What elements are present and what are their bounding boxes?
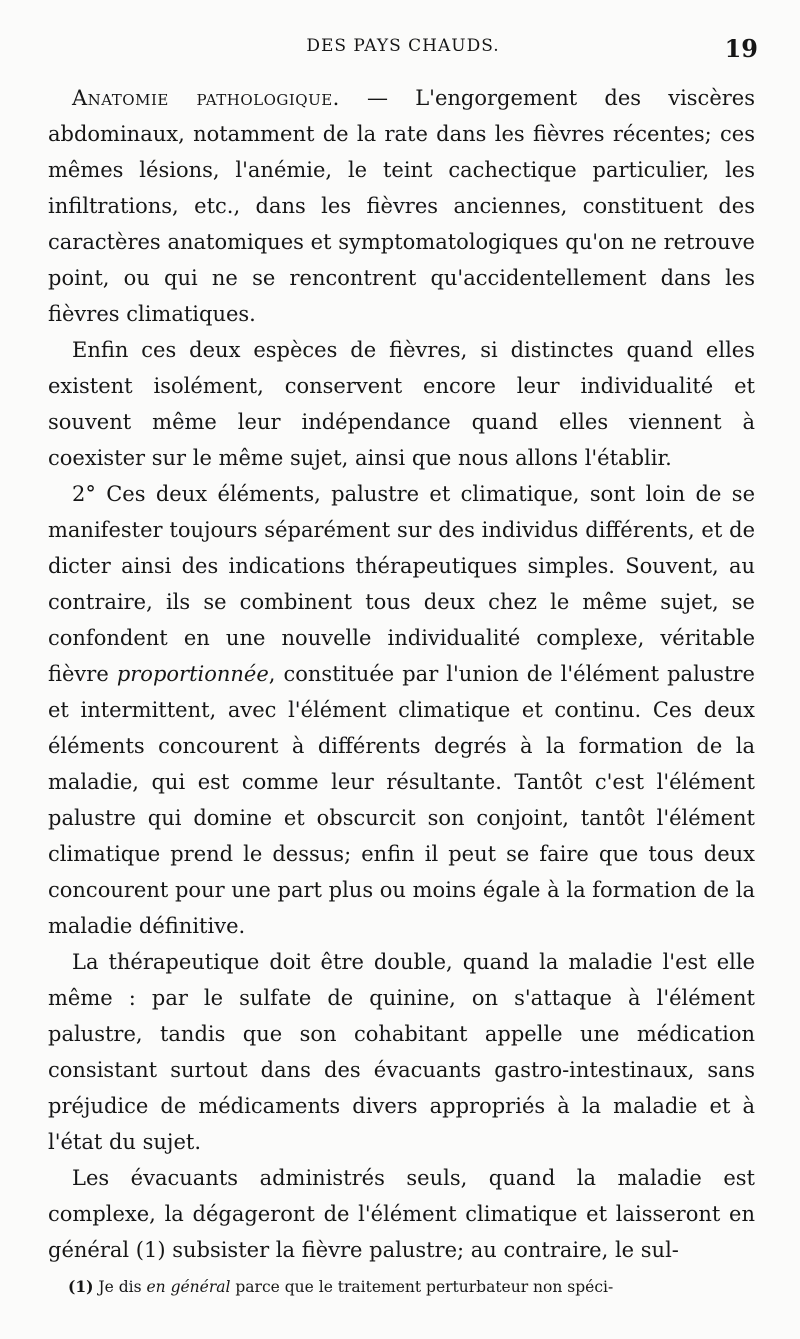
heading-dash: — bbox=[367, 86, 389, 110]
paragraph-text: 2° Ces deux éléments, palustre et climatique, sont loin de se manifester toujours séparément sur des individus différents, et de dicter ainsi des indications thérapeutiques simples. Souvent, au contraire, ils se combinent tous deux chez le même sujet, se confondent en une nouvelle individualité complexe, véritable fièvre bbox=[48, 482, 755, 686]
section-heading: Anatomie pathologique. bbox=[72, 86, 340, 110]
body-text bbox=[48, 80, 755, 1268]
paragraph-elements bbox=[48, 476, 755, 944]
footnote-emphasis: en général bbox=[146, 1278, 231, 1296]
paragraph-therapeutique: La thérapeutique doit être double, quand la maladie l'est elle même : par le sulfate de quinine, on s'attaque à l'élément palustre, tandis que son cohabitant appelle une médication consistant surtout dans des évacuants gastro-intestinaux, sans préjudice de médicaments divers appropriés à la maladie et à l'état du sujet. bbox=[48, 950, 755, 1154]
emphasis-text: proportionnée bbox=[116, 662, 269, 686]
paragraph-text: , constituée par l'union de l'élément palustre et intermittent, avec l'élément climatique et continu. Ces deux éléments concourent à différents degrés à la formation de la maladie, qui est comme leur résultante. Tantôt c'est l'élément palustre qui domine et obscurcit son conjoint, tantôt l'élément climatique prend le dessus; enfin il peut se faire que tous deux concourent pour une part plus ou moins égale à la formation de la maladie définitive. bbox=[48, 662, 755, 938]
footnote-mark: (1) bbox=[68, 1277, 94, 1296]
paragraph-enfin: Enfin ces deux espèces de fièvres, si distinctes quand elles existent isolément, conservent encore leur individualité et souvent même leur indépendance quand elles viennent à coexister sur le même sujet, ainsi que nous allons l'établir. bbox=[48, 338, 755, 470]
paragraph-text: L'engorgement des viscères abdominaux, notamment de la rate dans les fièvres récentes; ces mêmes lésions, l'anémie, le teint cachectique particulier, les infiltrations, etc., dans les fièvres anciennes, constituent des caractères anatomiques et symptomatologiques qu'on ne retrouve point, ou qui ne se rencontrent qu'accidentellement dans les fièvres climatiques. bbox=[48, 86, 755, 326]
footnote-text: Je dis bbox=[98, 1278, 142, 1296]
footnote-text: parce que le traitement perturbateur non spéci- bbox=[235, 1278, 614, 1296]
footnote bbox=[68, 1276, 758, 1298]
running-title: DES PAYS CHAUDS. bbox=[306, 36, 500, 56]
page-header bbox=[48, 36, 758, 72]
paragraph-anatomie bbox=[48, 80, 755, 332]
page-number: 19 bbox=[724, 34, 758, 63]
paragraph-evacuants: Les évacuants administrés seuls, quand la maladie est complexe, la dégageront de l'élément climatique et laisseront en général (1) subsister la fièvre palustre; au contraire, le sul- bbox=[48, 1166, 755, 1262]
